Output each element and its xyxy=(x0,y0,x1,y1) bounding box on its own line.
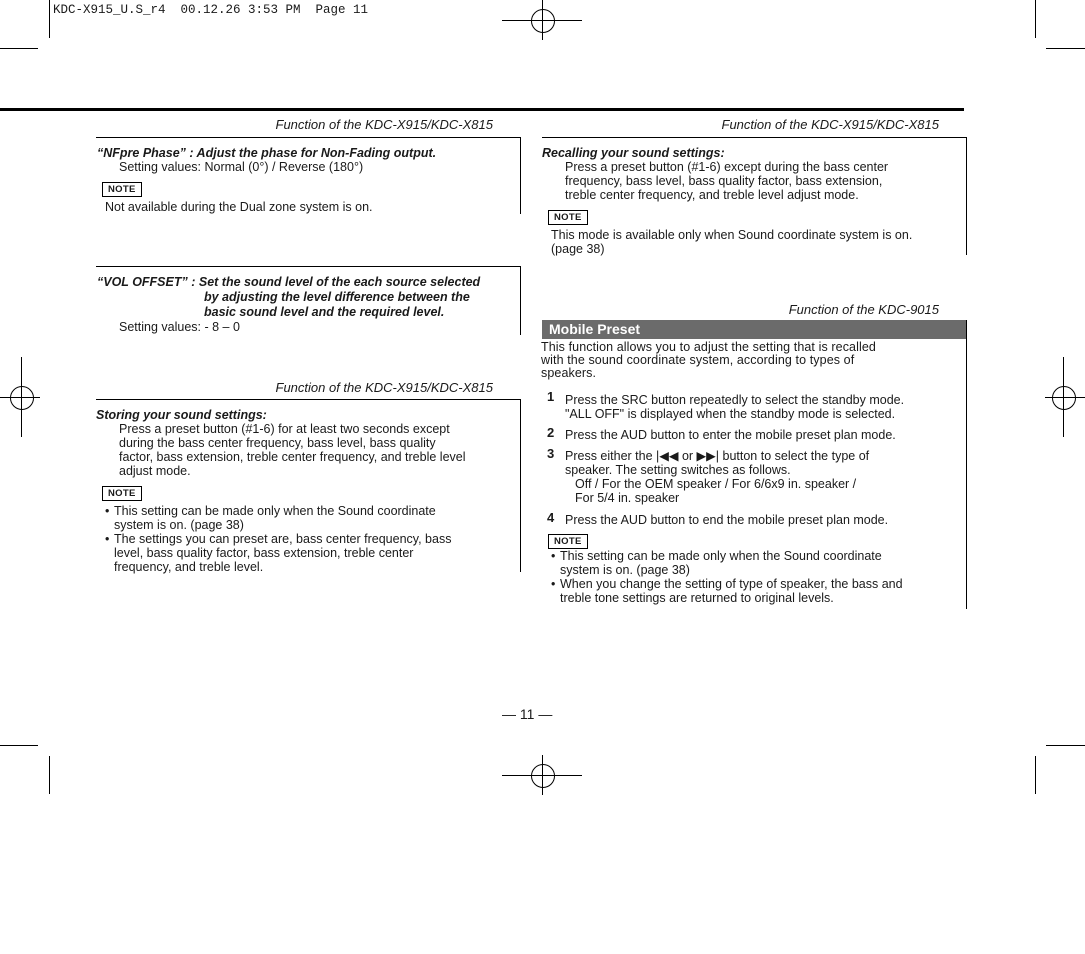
list-item: • When you change the setting of type of speaker, the bass and treble tone settings are returned to original levels. xyxy=(551,577,961,605)
vol-offset-heading-3: basic sound level and the required level. xyxy=(204,305,445,319)
function-label: Function of the KDC-X915/KDC-X815 xyxy=(275,380,493,395)
note-text: This mode is available only when Sound coordinate system is on. xyxy=(551,228,913,242)
list-item: • This setting can be made only when the Sound coordinate system is on. (page 38) xyxy=(551,549,961,577)
step-number: 3 xyxy=(547,446,555,461)
storing-line: during the bass center frequency, bass level, bass quality xyxy=(119,436,436,450)
function-label: Function of the KDC-X915/KDC-X815 xyxy=(275,117,493,132)
vol-offset-heading-2: by adjusting the level difference between the xyxy=(204,290,470,304)
print-slug: KDC-X915_U.S_r4 00.12.26 3:53 PM Page 11 xyxy=(53,3,369,17)
page-number: — 11 — xyxy=(502,706,553,722)
note-text: (page 38) xyxy=(551,242,605,256)
list-item: • This setting can be made only when the Sound coordinate system is on. (page 38) xyxy=(105,504,516,532)
recalling-heading: Recalling your sound settings: xyxy=(542,146,725,160)
note-bullets xyxy=(105,504,516,574)
note-label: NOTE xyxy=(102,182,142,197)
step-number: 1 xyxy=(547,389,555,404)
step-text: Press the AUD button to enter the mobile preset plan mode. xyxy=(565,428,896,442)
storing-line: Press a preset button (#1-6) for at least two seconds except xyxy=(119,422,450,436)
nfpre-content xyxy=(97,146,517,214)
note-text: Not available during the Dual zone system is on. xyxy=(105,200,373,214)
step-number: 2 xyxy=(547,425,555,440)
storing-line: adjust mode. xyxy=(119,464,191,478)
recalling-content xyxy=(542,146,962,256)
recalling-line: Press a preset button (#1-6) except during the bass center xyxy=(565,160,889,174)
step-text: Press the SRC button repeatedly to select the standby mode. "ALL OFF" is displayed when the standby mode is selected. xyxy=(565,393,905,421)
note-bullets xyxy=(551,549,961,605)
vol-offset-setting: Setting values: - 8 – 0 xyxy=(119,320,240,334)
note-label: NOTE xyxy=(548,210,588,225)
note-label: NOTE xyxy=(102,486,142,501)
storing-line: factor, bass extension, treble center frequency, and treble level xyxy=(119,450,466,464)
recalling-line: frequency, bass level, bass quality factor, bass extension, xyxy=(565,174,883,188)
nfpre-heading: “NFpre Phase” : Adjust the phase for Non-Fading output. xyxy=(97,146,437,160)
vol-offset-heading-1: “VOL OFFSET” : Set the sound level of the each source selected xyxy=(97,275,481,289)
storing-content xyxy=(96,408,516,574)
mobile-intro xyxy=(541,341,961,380)
intro-line: with the sound coordinate system, according to types of xyxy=(541,353,855,367)
vol-offset-content xyxy=(97,275,517,334)
section-heading: Mobile Preset xyxy=(542,320,967,339)
step-text: Press the AUD button to end the mobile preset plan mode. xyxy=(565,513,889,527)
intro-line: This function allows you to adjust the setting that is recalled xyxy=(541,340,876,354)
note-wrap xyxy=(548,531,588,549)
function-label: Function of the KDC-X915/KDC-X815 xyxy=(721,117,939,132)
step-text: Press either the |◀◀ or ▶▶| button to select the type of speaker. The setting switches as follows. Off / For the OEM speaker / For 6/6x9 in. speaker / For 5/4 in. speaker xyxy=(565,449,870,505)
intro-line: speakers. xyxy=(541,366,597,380)
storing-heading: Storing your sound settings: xyxy=(96,408,267,422)
list-item: • The settings you can preset are, bass center frequency, bass level, bass quality factor, bass extension, treble center frequency, and treble level. xyxy=(105,532,516,574)
header-rule xyxy=(0,108,964,111)
function-label: Function of the KDC-9015 xyxy=(788,302,939,317)
recalling-line: treble center frequency, and treble level adjust mode. xyxy=(565,188,859,202)
nfpre-setting: Setting values: Normal (0°) / Reverse (180°) xyxy=(119,160,364,174)
step-number: 4 xyxy=(547,510,555,525)
note-label: NOTE xyxy=(548,534,588,549)
